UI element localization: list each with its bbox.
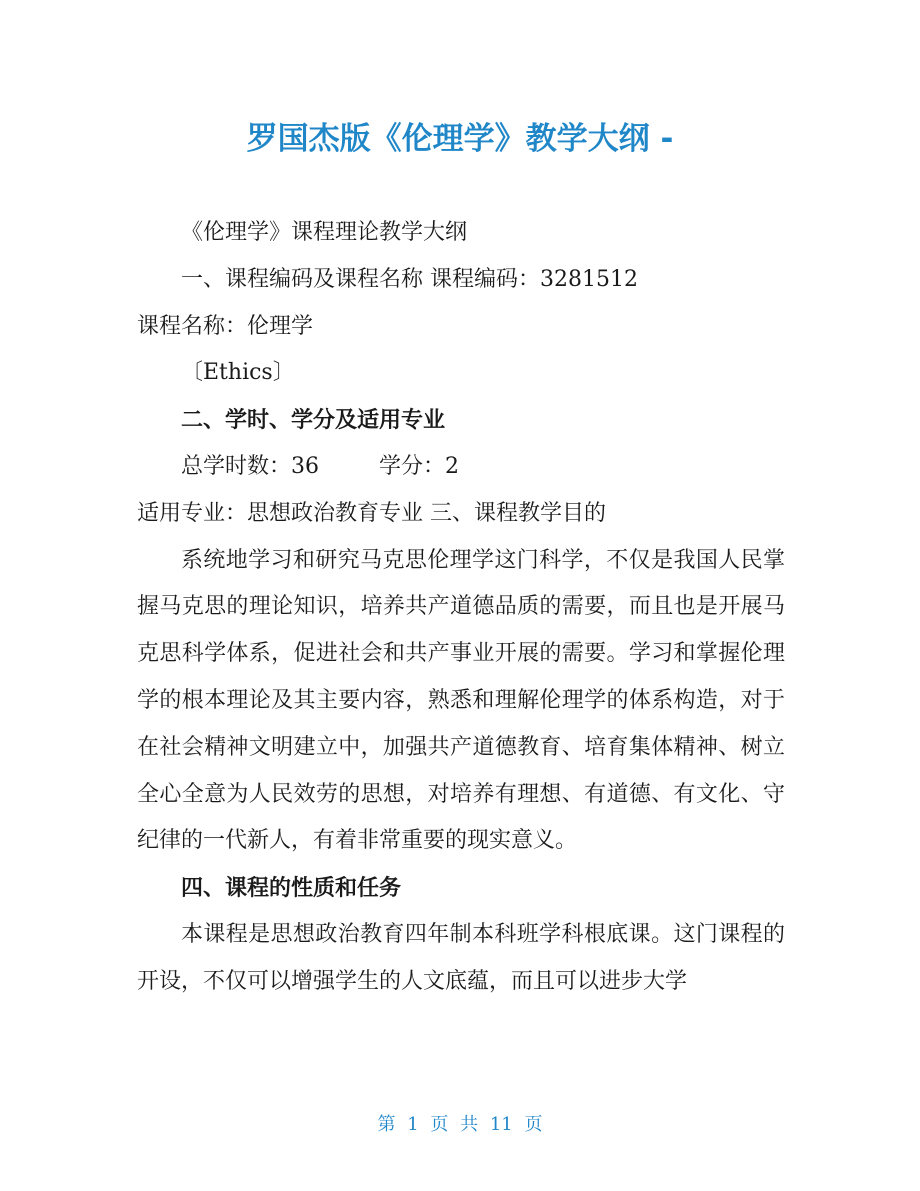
nature-paragraph: 本课程是思想政治教育四年制本科班学科根底课。这门课程的开设，不仅可以增强学生的人文底蕴，而且可以进步大学 — [137, 921, 785, 994]
hours-credits-line — [137, 444, 785, 491]
section-1-line: 一、课程编码及课程名称 课程编码：3281512 — [181, 266, 638, 292]
document-body — [137, 210, 785, 1006]
section-2-heading: 二、学时、学分及适用专业 — [181, 407, 446, 434]
purpose-paragraph: 系统地学习和研究马克思伦理学这门科学，不仅是我国人民掌握马克思的理论知识，培养共产道德品质的需要，而且也是开展马克思科学体系，促进社会和共产事业开展的需要。学习和掌握伦理学的根本理论及其主要内容，熟悉和理解伦理学的体系构造，对于在社会精神文明建立中，加强共产道德教育、培育集体精神、树立全心全意为人民效劳的思想，对培养有理想、有道德、有文化、守纪律的一代新人，有着非常重要的现实意义。 — [137, 547, 785, 854]
major-and-section-3-line: 适用专业：思想政治教育专业 三、课程教学目的 — [137, 500, 606, 526]
total-hours: 总学时数：36 — [181, 453, 319, 479]
section-4-heading: 四、课程的性质和任务 — [181, 875, 402, 902]
syllabus-heading: 《伦理学》课程理论教学大纲 — [181, 220, 468, 245]
page-footer: 第 1 页 共 11 页 — [377, 1114, 543, 1135]
course-name-english: 〔Ethics〕 — [181, 360, 295, 386]
document-title: 罗国杰版《伦理学》教学大纲 - — [246, 121, 674, 157]
credits: 学分：2 — [379, 453, 459, 479]
course-name-line: 课程名称：伦理学 — [137, 313, 314, 339]
